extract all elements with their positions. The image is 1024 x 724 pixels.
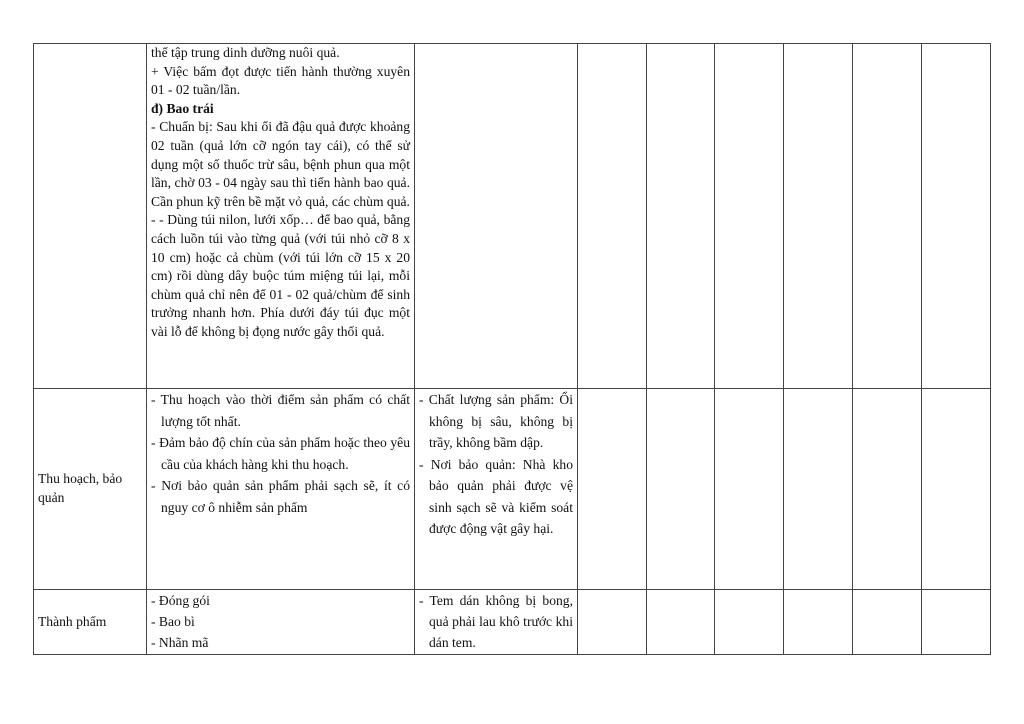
procedure-line: - Nhãn mã [151,635,209,650]
procedure-cell [147,590,415,655]
stage-cell: Thành phẩm [34,590,147,655]
empty-cell [715,389,784,590]
procedure-cell [147,44,415,389]
procedure-line: - Đảm bảo độ chín của sản phẩm hoặc theo yêu cầu của khách hàng khi thu hoạch. [151,435,410,472]
procedure-line: + Việc bấm đọt được tiến hành thường xuyên 01 - 02 tuần/lần. [151,63,410,98]
section-heading: đ) Bao trái [151,100,214,116]
empty-cell [647,590,715,655]
procedure-line: - Bao bì [151,614,195,629]
procedure-line: - Chuẩn bị: Sau khi ổi đã đậu quả được khoảng 02 tuần (quả lớn cỡ ngón tay cái), có thể sử dụng một số thuốc trừ sâu, bệnh phun qua một lần, chờ 03 - 04 ngày sau thì tiến hành bao quả. Cần phun kỹ trên bề mặt vỏ quả, các chùm quả. [151,119,410,209]
empty-cell [853,389,922,590]
procedure-line: - Đóng gói [151,593,210,608]
procedure-line: - Nơi bảo quản sản phẩm phải sạch sẽ, ít có nguy cơ ô nhiễm sản phẩm [151,478,410,515]
table-row [34,389,991,590]
empty-cell [784,590,853,655]
empty-cell [922,44,991,389]
empty-cell [715,44,784,389]
empty-cell [784,44,853,389]
empty-cell [647,389,715,590]
empty-cell [715,590,784,655]
empty-cell [922,389,991,590]
requirement-cell [415,389,578,590]
empty-cell [647,44,715,389]
procedure-line: - - Dùng túi nilon, lưới xốp… để bao quả, bằng cách luồn túi vào từng quả (với túi nhỏ cỡ 8 x 10 cm) hoặc cả chùm (với túi lớn cỡ 15 x 20 cm) rồi dùng dây buộc túm miệng túi lại, mỗi chùm quả chỉ nên để 01 - 02 quả/chùm để sinh trưởng nhanh hơn. Phía dưới đáy túi đục một vài lỗ để không bị đọng nước gây thối quả. [151,212,410,339]
table-row [34,44,991,389]
requirement-cell [415,44,578,389]
empty-cell [853,44,922,389]
empty-cell [578,590,647,655]
empty-cell [853,590,922,655]
table-row [34,590,991,655]
procedure-line: thể tập trung dinh dưỡng nuôi quả. [151,45,340,60]
requirement-line: - Chất lượng sản phẩm: Ổi không bị sâu, không bị trầy, không bầm dập. [419,392,573,450]
stage-cell: Thu hoạch, bảo quản [34,389,147,590]
requirement-cell [415,590,578,655]
procedure-line: - Thu hoạch vào thời điểm sản phẩm có chất lượng tốt nhất. [151,392,410,429]
empty-cell [578,44,647,389]
requirement-line: - Tem dán không bị bong, quả phải lau khô trước khi dán tem. [419,593,573,650]
empty-cell [578,389,647,590]
empty-cell [784,389,853,590]
requirement-line: - Nơi bảo quản: Nhà kho bảo quản phải được vệ sinh sạch sẽ và kiểm soát được động vật gây hại. [419,456,573,536]
process-table [33,43,991,655]
empty-cell [922,590,991,655]
stage-cell [34,44,147,389]
procedure-cell [147,389,415,590]
